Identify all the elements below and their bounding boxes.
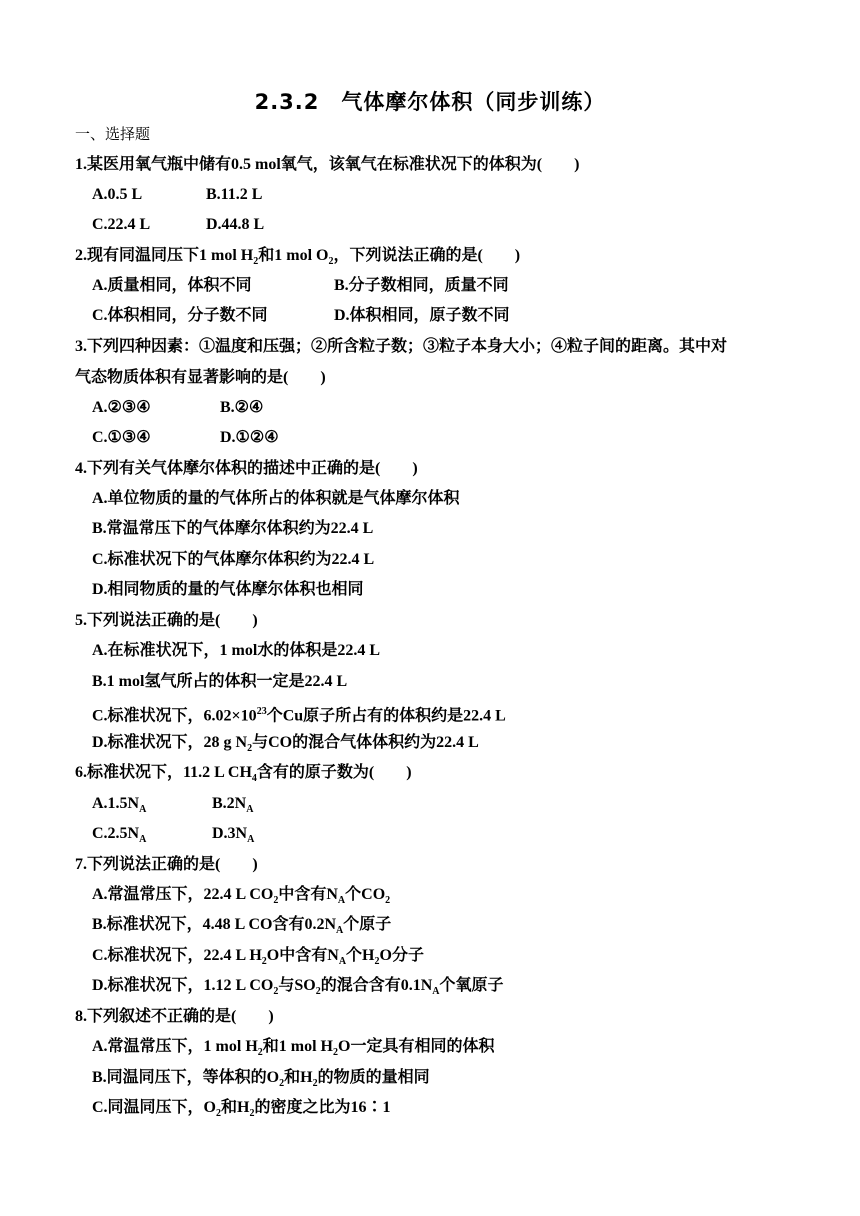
question-2-stem: 2.现有同温同压下1 mol $H_2$和1 mol $O_2$，下列说法正确的是( ) (75, 247, 521, 268)
q4-option-a: A.单位物质的量的气体所占的体积就是气体摩尔体积 (92, 490, 460, 507)
q8-option-c: C.同温同压下，$O_2$和$H_2$的密度之比为16∶1 (92, 1099, 391, 1120)
q3-option-a: A.②③④ (92, 399, 151, 416)
q4-option-c: C.标准状况下的气体摩尔体积约为22.4 L (92, 551, 375, 568)
q7-option-c: C.标准状况下，22.4 L $H_2O$中含有$N_A$个$H_2O$分子 (92, 947, 424, 968)
question-7-stem: 7.下列说法正确的是( ) (75, 856, 258, 873)
question-3-stem-line2: 气态物质体积有显著影响的是( ) (75, 369, 326, 386)
q5-option-d: D.标准状况下，28 g $N_2$与CO的混合气体体积约为22.4 L (92, 734, 479, 755)
q5-option-b: B.1 mol氢气所占的体积一定是22.4 L (92, 673, 348, 690)
q1-option-c: C.22.4 L (92, 216, 151, 233)
q8-option-a: A.常温常压下，1 mol $H_2$和1 mol $H_2O$一定具有相同的体积 (92, 1038, 495, 1059)
q4-option-d: D.相同物质的量的气体摩尔体积也相同 (92, 581, 364, 598)
question-5-stem: 5.下列说法正确的是( ) (75, 612, 258, 629)
q2-option-a: A.质量相同，体积不同 (92, 277, 252, 294)
q6-option-b: $B.2N_A$ (212, 795, 254, 816)
q2-option-c: C.体积相同，分子数不同 (92, 307, 268, 324)
section-heading: 一、选择题 (75, 125, 151, 143)
q1-option-b: B.11.2 L (206, 186, 263, 203)
q1-option-d: D.44.8 L (206, 216, 265, 233)
q7-option-b: B.标准状况下，4.48 L CO含有$0.2N_A$个原子 (92, 916, 392, 937)
q7-option-d: D.标准状况下，1.12 L $CO_2$与$SO_2$的混合含有$0.1N_A$个氧原子 (92, 977, 504, 998)
page-title: 2.3.2 气体摩尔体积（同步训练） (254, 90, 606, 114)
q7-option-a: A.常温常压下，22.4 L $CO_2$中含有$N_A$个$CO_2$ (92, 886, 391, 907)
question-6-stem: 6.标准状况下，11.2 L $CH_4$含有的原子数为( ) (75, 764, 412, 785)
q3-option-d: D.①②④ (220, 429, 279, 446)
q6-option-c: $C.2.5N_A$ (92, 825, 147, 846)
question-3-stem-line1: 3.下列四种因素：①温度和压强；②所含粒子数；③粒子本身大小；④粒子间的距离。其中对 (75, 338, 728, 355)
question-4-stem: 4.下列有关气体摩尔体积的描述中正确的是( ) (75, 460, 418, 477)
q3-option-c: C.①③④ (92, 429, 151, 446)
q6-option-d: $D.3N_A$ (212, 825, 255, 846)
q6-option-a: $A.1.5N_A$ (92, 795, 147, 816)
q3-option-b: B.②④ (220, 399, 264, 416)
q5-option-c: C.标准状况下，$6.02\times 10^{23}$个Cu原子所占有的体积约是22.4 L (92, 706, 506, 725)
q2-option-d: D.体积相同，原子数不同 (334, 307, 510, 324)
q1-option-a: A.0.5 L (92, 186, 143, 203)
q5-option-a: A.在标准状况下，1 mol水的体积是22.4 L (92, 642, 381, 659)
question-8-stem: 8.下列叙述不正确的是( ) (75, 1008, 274, 1025)
q8-option-b: B.同温同压下，等体积的$O_2$和$H_2$的物质的量相同 (92, 1069, 430, 1090)
q2-option-b: B.分子数相同，质量不同 (334, 277, 509, 294)
q4-option-b: B.常温常压下的气体摩尔体积约为22.4 L (92, 520, 374, 537)
question-1-stem: 1.某医用氧气瓶中储有0.5 mol氧气，该氧气在标准状况下的体积为( ) (75, 156, 580, 173)
